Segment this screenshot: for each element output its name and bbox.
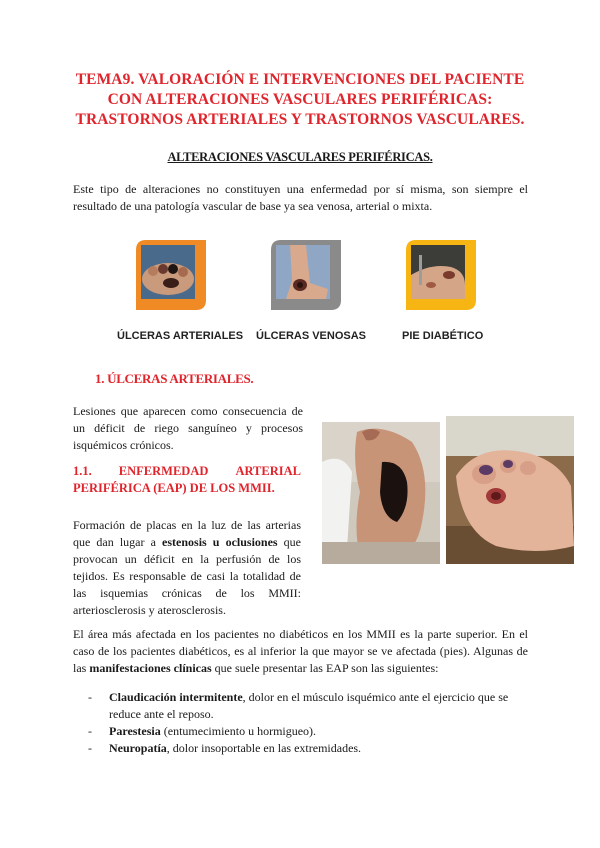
caption-venous: ÚLCERAS VENOSAS: [256, 330, 367, 342]
text-run: , dolor en el músculo isquémico ante el ejercicio que se reduce ante el reposo.: [109, 690, 509, 721]
diabetic-foot-figure: [406, 240, 476, 310]
heading-word: ARTERIAL: [235, 464, 301, 478]
list-item: [88, 689, 528, 723]
bold-term: manifestaciones clínicas: [89, 661, 212, 675]
venous-ulcer-figure: [271, 240, 341, 310]
list-dash: -: [88, 724, 92, 738]
list-item: [88, 740, 528, 757]
title-line: TEMA9. VALORACIÓN E INTERVENCIONES DEL PACIENTE: [75, 71, 525, 88]
toes-ulcer-photo: [446, 416, 574, 564]
text-run: , dolor insoportable en las extremidades.: [166, 741, 362, 755]
title-line: TRASTORNOS ARTERIALES Y TRASTORNOS VASCULARES.: [75, 111, 525, 128]
heading-word: 1.1.: [73, 464, 92, 478]
arterial-ulcer-figure: [136, 240, 206, 310]
text-run: Formación de placas en la luz de las arterias que dan lugar a: [73, 518, 301, 549]
diabetic-foot-photo: [411, 245, 465, 299]
section-1-heading: 1. ÚLCERAS ARTERIALES.: [95, 371, 254, 386]
bold-term: Neuropatía: [109, 741, 167, 755]
caption-diabetic: PIE DIABÉTICO: [402, 330, 484, 342]
title-line: CON ALTERACIONES VASCULARES PERIFÉRICAS:: [107, 91, 493, 108]
document-title: [60, 70, 540, 130]
text-run: que suele presentar las EAP son las siguientes:: [211, 661, 439, 675]
list-dash: -: [88, 741, 92, 755]
text-run: (entumecimiento u hormigueo).: [160, 724, 317, 738]
area-paragraph: [73, 626, 528, 677]
text-run: El área más afectada en los pacientes no diabéticos en los MMII es la parte superior. En el caso de los pacientes diabéticos, es al inferior la que mayor se ve afectada (pies). Algunas de las: [73, 627, 528, 675]
section-1-paragraph: Lesiones que aparecen como consecuencia de un déficit de riego sanguíneo y procesos isquémicos crónicos.: [73, 404, 303, 452]
formacion-paragraph: [73, 517, 301, 619]
caption-arterial: ÚLCERAS ARTERIALES: [117, 330, 244, 342]
bold-term: estenosis u oclusiones: [162, 535, 278, 549]
intro-paragraph: Este tipo de alteraciones no constituyen una enfermedad por sí misma, son siempre el resultado de una patología vascular de base ya sea venosa, arterial o mixta.: [73, 182, 528, 213]
bold-term: Parestesia: [109, 724, 161, 738]
list-item: [88, 723, 528, 740]
list-dash: -: [88, 690, 92, 704]
section-subtitle: ALTERACIONES VASCULARES PERIFÉRICAS.: [167, 150, 433, 164]
heading-line-2: PERIFÉRICA (EAP) DE LOS MMII.: [73, 481, 275, 495]
heading-word: ENFERMEDAD: [118, 464, 209, 478]
text-run: que provocan un déficit en la perfusión de los tejidos. Es responsable de casi la totalidad de las isquemias crónicas de los MMII: arteriosclerosis y aterosclerosis.: [73, 535, 302, 617]
foot-ulcer-photo: [322, 422, 440, 564]
manifestations-list: [88, 689, 528, 757]
bold-term: Claudicación intermitente: [109, 690, 243, 704]
venous-ulcer-photo: [276, 245, 330, 299]
section-1-1-heading: [73, 463, 301, 497]
arterial-ulcer-photo: [141, 245, 195, 299]
